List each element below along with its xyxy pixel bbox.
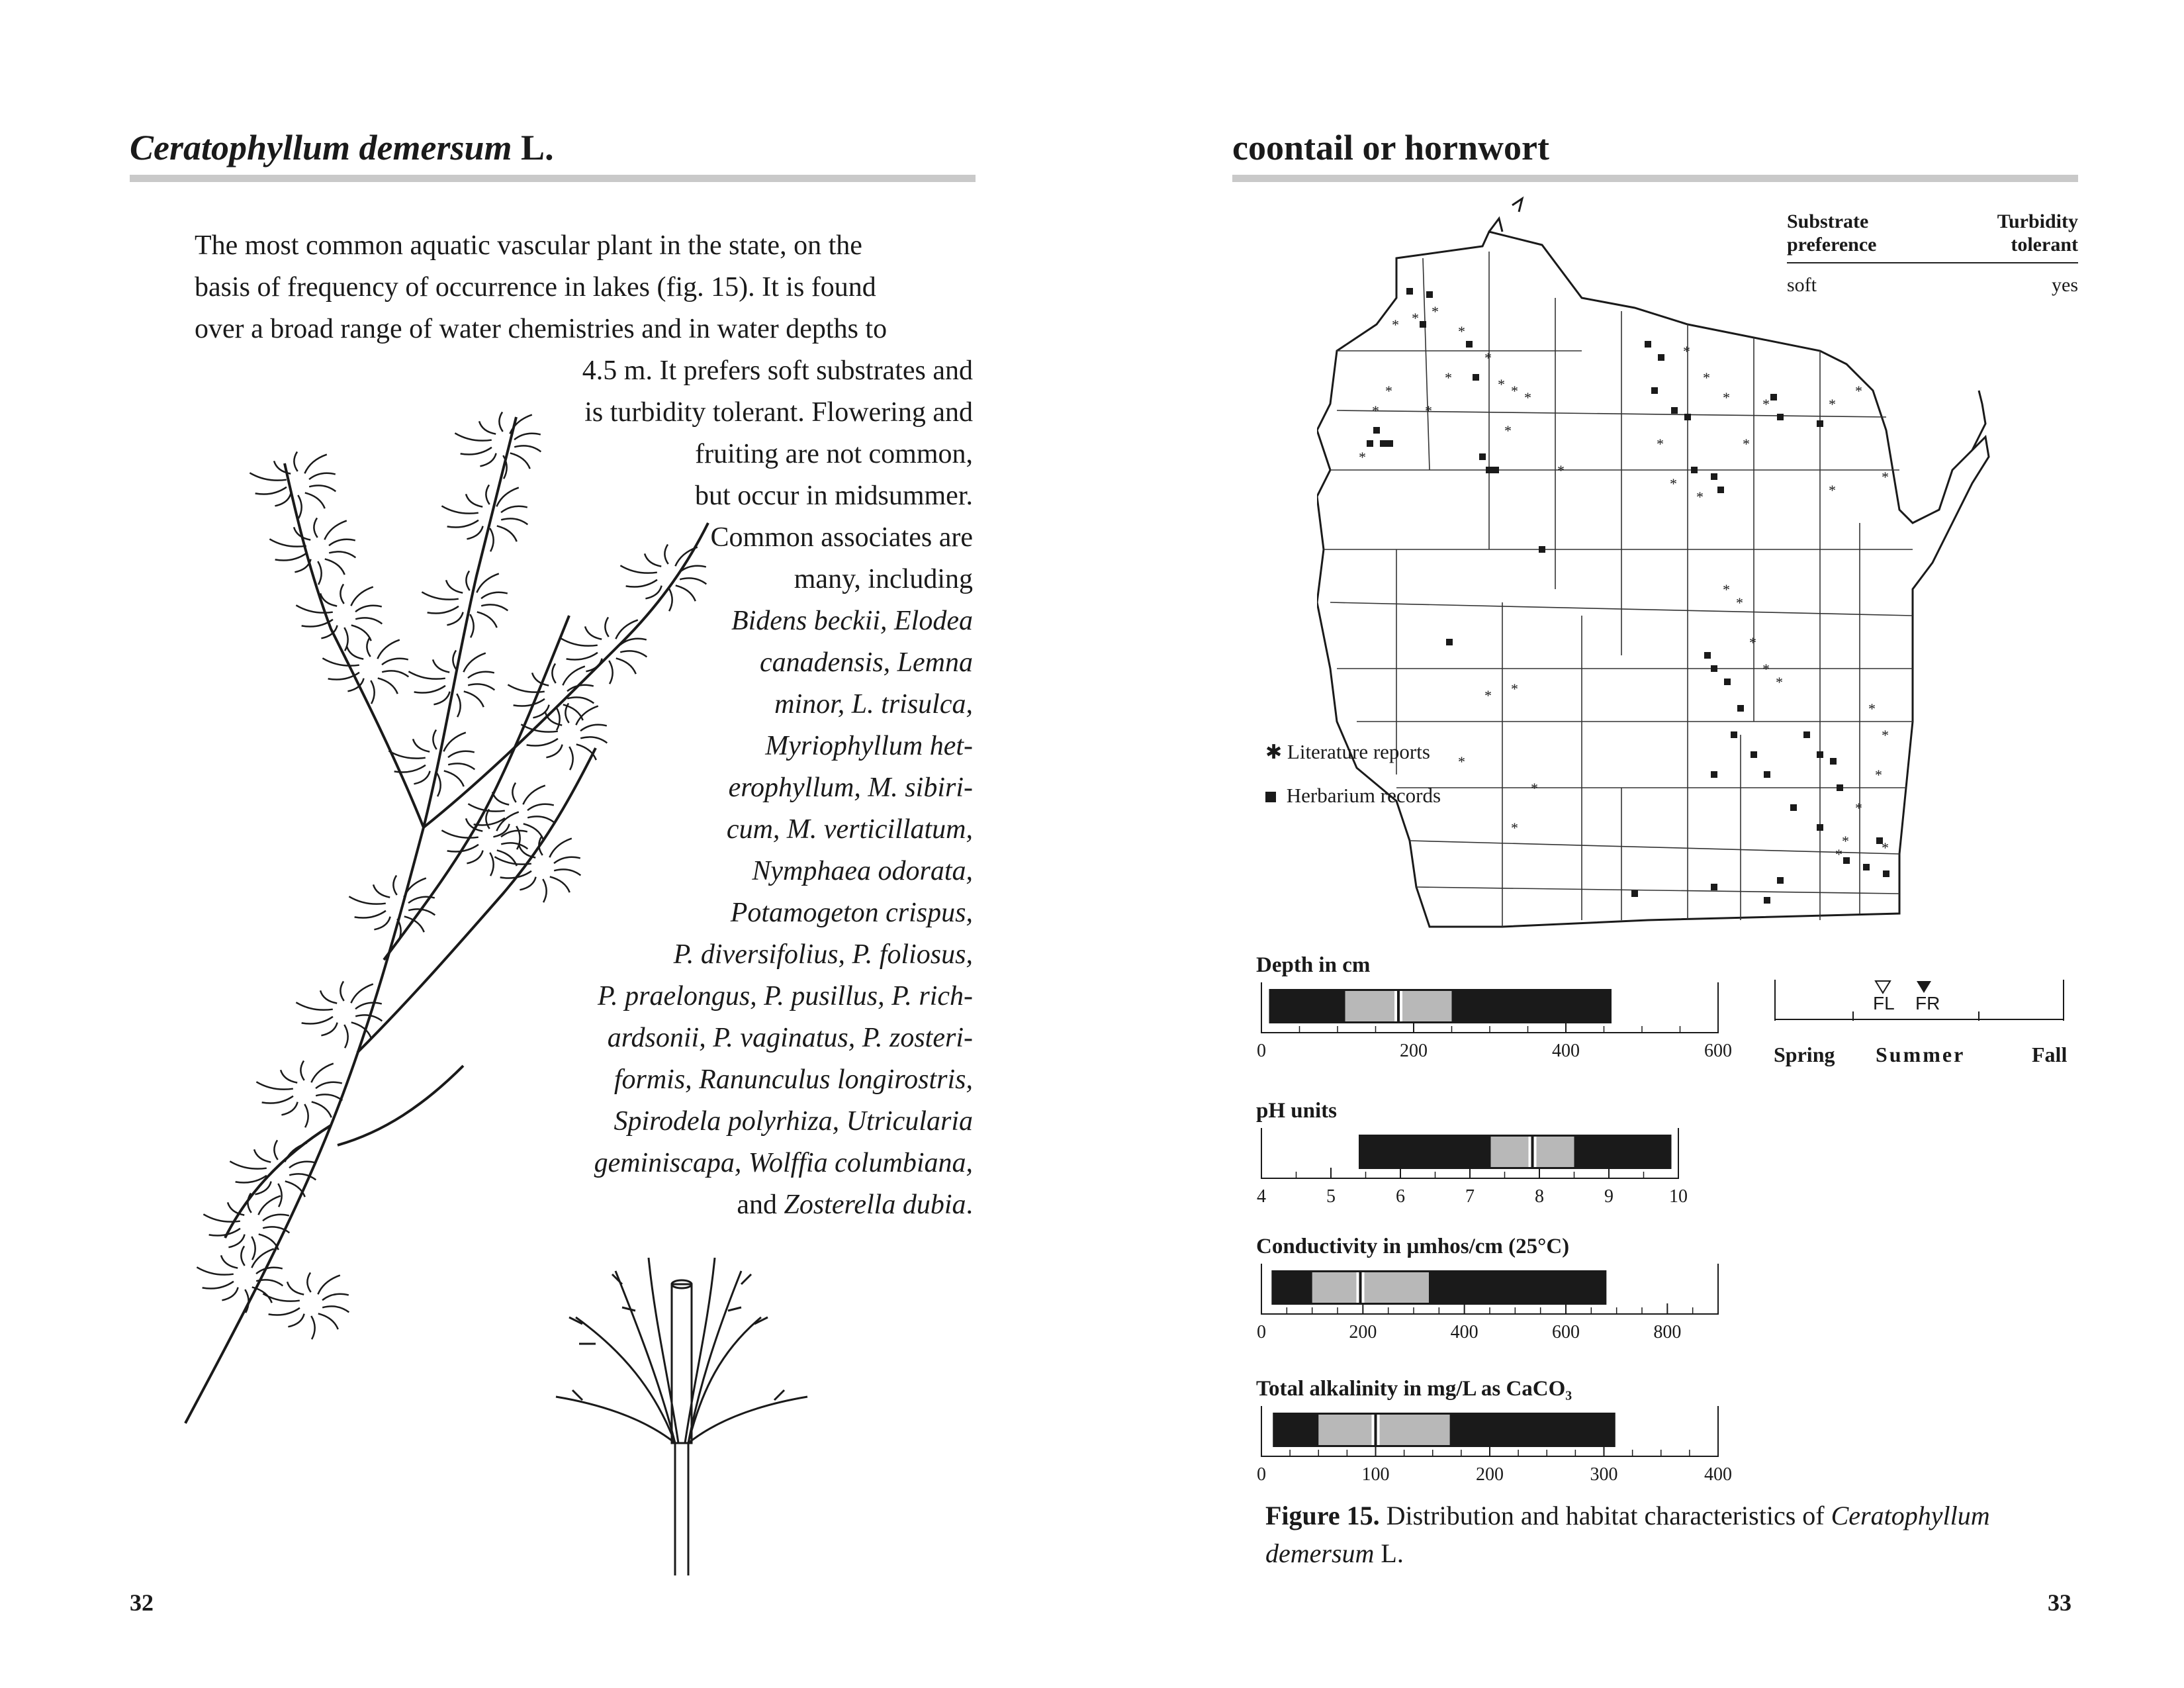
herbarium-point (1883, 870, 1889, 877)
herbarium-point (1711, 771, 1717, 778)
text-line: 4.5 m. It prefers soft substrates and (582, 355, 973, 386)
literature-point: * (1432, 303, 1439, 320)
literature-point: * (1511, 680, 1518, 697)
range-bar-chart (1251, 1403, 1734, 1489)
literature-point: * (1557, 462, 1565, 479)
literature-point: * (1736, 594, 1743, 611)
literature-point: * (1445, 369, 1452, 386)
literature-point: * (1696, 489, 1704, 505)
literature-point: * (1829, 482, 1836, 498)
literature-point: * (1458, 753, 1465, 770)
substrate-value: soft (1787, 274, 1817, 296)
literature-point: * (1762, 396, 1770, 412)
literature-point: * (1842, 833, 1849, 849)
text-line: P. diversifolius, P. foliosus, (673, 939, 973, 970)
text-line: basis of frequency of occurrence in lakes (fig. 15). It is found (195, 272, 876, 303)
herbarium-point (1486, 467, 1492, 473)
literature-point: * (1484, 687, 1492, 704)
herbarium-point (1539, 546, 1545, 553)
literature-point: * (1882, 839, 1889, 856)
literature-point: * (1425, 402, 1432, 419)
herbarium-point (1764, 771, 1770, 778)
herbarium-point (1380, 440, 1387, 447)
text-line: minor, L. trisulca, (774, 689, 973, 720)
tick-label: 8 (1535, 1186, 1544, 1207)
figure-caption: Figure 15. Distribution and habitat characteristics of Ceratophyllum demersum L. (1265, 1501, 1990, 1568)
herbarium-point (1671, 407, 1678, 414)
tick-label: 10 (1669, 1186, 1688, 1207)
text-line: but occur in midsummer. (695, 481, 973, 511)
herbarium-point (1777, 414, 1784, 420)
herbarium-point (1817, 751, 1823, 758)
literature-point: * (1835, 846, 1843, 863)
season-fall: Fall (2032, 1043, 2068, 1066)
text-line: is turbidity tolerant. Flowering and (584, 397, 973, 428)
herbarium-point (1731, 731, 1737, 738)
range-bar-chart (1251, 1261, 1734, 1347)
wisconsin-distribution-map (1317, 192, 2012, 933)
tick-label: 600 (1704, 1041, 1732, 1061)
legend-literature: ✱ Literature reports (1265, 740, 1430, 763)
tick-label: 200 (1476, 1464, 1504, 1485)
herbarium-point (1446, 639, 1453, 645)
literature-point: * (1511, 383, 1518, 399)
literature-point: * (1385, 383, 1392, 399)
literature-point: * (1524, 389, 1531, 406)
text-line: Common associates are (710, 522, 973, 553)
flowering-marker (1876, 981, 1890, 993)
herbarium-point (1466, 341, 1473, 348)
median-line (1359, 1272, 1362, 1303)
text-line: Spirodela polyrhiza, Utricularia (614, 1106, 973, 1137)
right-title-rule (1232, 175, 2078, 182)
tick-label: 0 (1257, 1464, 1266, 1485)
literature-point: * (1531, 780, 1538, 796)
range-bar-chart (1251, 1125, 1694, 1211)
herbarium-point (1367, 440, 1373, 447)
herbarium-point (1651, 387, 1658, 394)
turbidity-header: Turbidity tolerant (1997, 211, 2078, 256)
text-line: fruiting are not common, (695, 439, 973, 469)
herbarium-point (1737, 705, 1744, 712)
interquartile-bar (1318, 1415, 1449, 1445)
tick-label: 200 (1400, 1041, 1428, 1061)
legend-herbarium: Herbarium records (1265, 784, 1441, 808)
herbarium-point (1645, 341, 1651, 348)
literature-point: * (1882, 727, 1889, 743)
text-line: The most common aquatic vascular plant in the state, on the (195, 230, 862, 261)
left-page-title (130, 127, 554, 168)
literature-point: * (1776, 674, 1783, 690)
apostle-islands (1489, 199, 1522, 232)
bar-chart-title: pH units (1256, 1099, 1337, 1123)
turbidity-value: yes (2052, 274, 2078, 296)
literature-point: * (1670, 475, 1677, 492)
literature-point: * (1855, 383, 1862, 399)
literature-point: * (1498, 376, 1505, 393)
flowering-label: FL (1873, 993, 1895, 1013)
fruiting-label: FR (1915, 993, 1940, 1013)
asterisk-icon: ✱ (1265, 741, 1283, 763)
literature-point: * (1829, 396, 1836, 412)
literature-point: * (1749, 634, 1756, 651)
herbarium-point (1373, 427, 1380, 434)
herbarium-point (1770, 394, 1777, 400)
herbarium-point (1724, 679, 1731, 685)
herbarium-point (1817, 420, 1823, 427)
tick-label: 600 (1552, 1322, 1580, 1342)
text-line: P. praelongus, P. pusillus, P. rich- (597, 981, 973, 1011)
herbarium-point (1426, 291, 1433, 298)
text-line: Bidens beckii, Elodea (731, 606, 973, 636)
herbarium-point (1658, 354, 1664, 361)
bar-chart-title: Depth in cm (1256, 953, 1371, 977)
text-line: canadensis, Lemna (760, 647, 973, 678)
right-page-number: 33 (2048, 1589, 2071, 1616)
herbarium-point (1473, 374, 1479, 381)
text-line: cum, M. verticillatum, (726, 814, 973, 845)
literature-point: * (1504, 422, 1512, 439)
text-line: Potamogeton crispus, (730, 898, 973, 928)
tick-label: 100 (1361, 1464, 1390, 1485)
tick-label: 200 (1349, 1322, 1377, 1342)
state-outline (1317, 232, 1989, 927)
text-line: formis, Ranunculus longirostris, (614, 1064, 973, 1095)
season-summer: Summer (1876, 1043, 1966, 1066)
literature-point: * (1743, 436, 1750, 452)
bar-chart-title: Total alkalinity in mg/L as CaCO₃ (1256, 1377, 1572, 1401)
range-bar-chart (1251, 980, 1734, 1066)
left-title-rule (130, 175, 976, 182)
left-page-number: 32 (130, 1589, 154, 1616)
herbarium-point (1777, 877, 1784, 884)
tick-label: 0 (1257, 1041, 1266, 1061)
herbarium-point (1711, 473, 1717, 480)
herbarium-point (1863, 864, 1870, 870)
text-line: over a broad range of water chemistries and in water depths to (195, 314, 887, 344)
herbarium-point (1479, 453, 1486, 460)
literature-point: * (1484, 350, 1492, 366)
literature-point: * (1762, 661, 1770, 677)
tick-label: 9 (1604, 1186, 1614, 1207)
tick-label: 400 (1704, 1464, 1732, 1485)
fruiting-marker (1917, 981, 1931, 993)
herbarium-point (1420, 321, 1426, 328)
literature-point: * (1683, 343, 1690, 359)
literature-point: * (1511, 820, 1518, 836)
door-peninsula (1972, 391, 1985, 450)
tick-label: 400 (1450, 1322, 1479, 1342)
herbarium-point (1711, 884, 1717, 890)
tick-label: 7 (1465, 1186, 1475, 1207)
text-line: many, including (794, 564, 973, 594)
herbarium-point (1406, 288, 1413, 295)
literature-point: * (1855, 800, 1862, 816)
herbarium-point (1387, 440, 1393, 447)
interquartile-bar (1312, 1272, 1429, 1303)
tick-label: 5 (1326, 1186, 1336, 1207)
literature-point: * (1458, 323, 1465, 340)
right-page-title: coontail or hornwort (1232, 128, 1549, 167)
herbarium-point (1790, 804, 1797, 811)
text-line: Myriophyllum het- (765, 731, 973, 761)
median-line (1531, 1137, 1534, 1167)
tick-label: 800 (1653, 1322, 1682, 1342)
herbarium-point (1764, 897, 1770, 904)
herbarium-point (1492, 467, 1499, 473)
species-name: Ceratophyllum demersum (130, 128, 512, 167)
species-author: L. (521, 128, 554, 167)
text-line: geminiscapa, Wolffia columbiana, (594, 1148, 973, 1178)
median-line (1375, 1415, 1377, 1445)
tick-label: 4 (1257, 1186, 1266, 1207)
herbarium-point (1843, 857, 1850, 864)
tick-label: 0 (1257, 1322, 1266, 1342)
tick-label: 6 (1396, 1186, 1405, 1207)
text-line: Nymphaea odorata, (752, 856, 973, 886)
literature-point: * (1359, 449, 1366, 465)
text-line: and Zosterella dubia. (737, 1190, 973, 1220)
literature-point: * (1372, 402, 1379, 419)
herbarium-point (1684, 414, 1691, 420)
literature-point: * (1875, 767, 1882, 783)
herbarium-point (1751, 751, 1757, 758)
tick-label: 400 (1552, 1041, 1580, 1061)
text-line: erophyllum, M. sibiri- (728, 773, 973, 803)
herbarium-point (1711, 665, 1717, 672)
herbarium-point (1830, 758, 1837, 765)
herbarium-point (1691, 467, 1698, 473)
literature-point: * (1882, 469, 1889, 485)
substrate-header: Substrate preference (1787, 211, 1877, 256)
median-line (1397, 991, 1400, 1021)
text-line: ardsonii, P. vaginatus, P. zosteri- (607, 1023, 973, 1053)
literature-point: * (1392, 316, 1399, 333)
herbarium-point (1817, 824, 1823, 831)
literature-point: * (1723, 581, 1730, 598)
herbarium-point (1631, 890, 1638, 897)
literature-point: * (1703, 369, 1710, 386)
season-spring: Spring (1774, 1043, 1835, 1066)
bar-chart-title: Conductivity in µmhos/cm (25°C) (1256, 1235, 1570, 1258)
literature-point: * (1412, 310, 1419, 326)
herbarium-point (1837, 784, 1843, 791)
herbarium-point (1803, 731, 1810, 738)
literature-point: * (1868, 700, 1876, 717)
literature-point: * (1657, 436, 1664, 452)
literature-point: * (1723, 389, 1730, 406)
herbarium-point (1717, 487, 1724, 493)
square-icon (1265, 792, 1276, 802)
whorl-detail-illustration (543, 1244, 821, 1589)
herbarium-point (1704, 652, 1711, 659)
tick-label: 300 (1590, 1464, 1618, 1485)
